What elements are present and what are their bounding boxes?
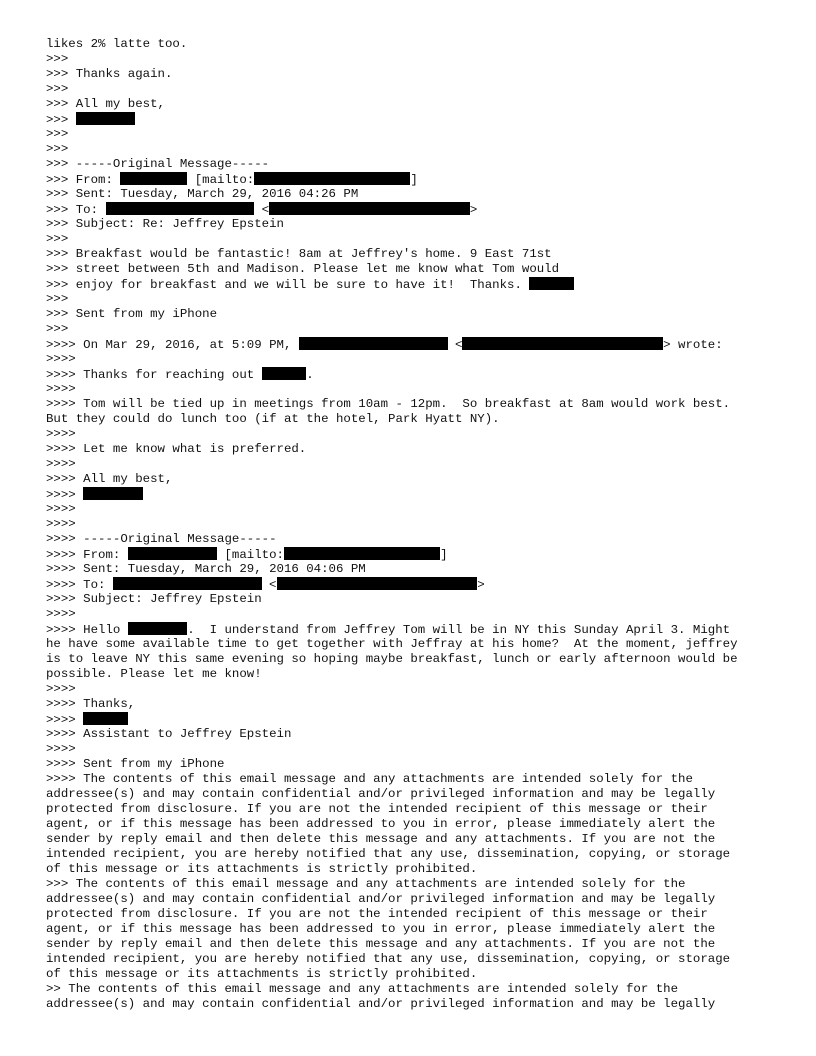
- text-segment: >>> Thanks again.: [46, 67, 173, 81]
- text-line: [46, 202, 786, 217]
- text-line: [46, 712, 786, 727]
- text-line: [46, 37, 786, 52]
- text-line: [46, 922, 786, 937]
- text-line: [46, 967, 786, 982]
- redaction-block: [277, 577, 478, 590]
- text-line: [46, 982, 786, 997]
- text-segment: ]: [440, 548, 448, 562]
- text-line: [46, 502, 786, 517]
- text-line: [46, 382, 786, 397]
- text-segment: >>> From:: [46, 173, 121, 187]
- text-segment: >>>: [46, 113, 76, 127]
- text-segment: . I understand from Jeffrey Tom will be in NY this Sunday April 3. Might: [187, 623, 731, 637]
- text-segment: <: [447, 338, 463, 352]
- redaction-block: [120, 172, 187, 185]
- text-segment: he have some available time to get together with Jeffray at his home? At the moment, jeffrey: [46, 637, 738, 651]
- text-line: [46, 442, 786, 457]
- text-line: [46, 157, 786, 172]
- text-line: [46, 532, 786, 547]
- text-line: [46, 682, 786, 697]
- text-segment: >: [477, 578, 485, 592]
- text-line: [46, 487, 786, 502]
- text-line: [46, 877, 786, 892]
- text-line: [46, 67, 786, 82]
- text-segment: >>>>: [46, 742, 76, 756]
- text-segment: >>> Breakfast would be fantastic! 8am at Jeffrey's home. 9 East 71st: [46, 247, 552, 261]
- text-segment: agent, or if this message has been addressed to you in error, please immediately alert the: [46, 922, 716, 936]
- text-line: [46, 457, 786, 472]
- text-line: [46, 52, 786, 67]
- text-line: [46, 352, 786, 367]
- text-segment: >>> street between 5th and Madison. Please let me know what Tom would: [46, 262, 560, 276]
- text-line: [46, 517, 786, 532]
- redaction-block: [106, 202, 255, 215]
- redaction-block: [529, 277, 574, 290]
- text-segment: of this message or its attachments is strictly prohibited.: [46, 967, 478, 981]
- text-line: [46, 847, 786, 862]
- text-line: [46, 637, 786, 652]
- text-segment: >>>> -----Original Message-----: [46, 532, 277, 546]
- text-segment: >>>> Subject: Jeffrey Epstein: [46, 592, 262, 606]
- redaction-block: [284, 547, 440, 560]
- redaction-block: [262, 367, 307, 380]
- text-line: [46, 367, 786, 382]
- text-segment: addressee(s) and may contain confidential and/or privileged information and may be legally: [46, 997, 716, 1011]
- redaction-block: [83, 712, 128, 725]
- text-segment: >>> Sent: Tuesday, March 29, 2016 04:26 PM: [46, 187, 359, 201]
- redaction-block: [254, 172, 410, 185]
- text-line: [46, 832, 786, 847]
- text-segment: >>>>: [46, 457, 76, 471]
- text-segment: <: [254, 203, 270, 217]
- text-line: [46, 397, 786, 412]
- text-line: [46, 952, 786, 967]
- text-line: [46, 307, 786, 322]
- text-segment: agent, or if this message has been addressed to you in error, please immediately alert the: [46, 817, 716, 831]
- text-line: [46, 127, 786, 142]
- text-line: [46, 802, 786, 817]
- text-segment: >>>: [46, 127, 69, 141]
- text-line: [46, 82, 786, 97]
- text-segment: >>>> The contents of this email message and any attachments are intended solely for the: [46, 772, 693, 786]
- text-line: [46, 337, 786, 352]
- text-segment: [mailto:: [187, 173, 255, 187]
- text-segment: sender by reply email and then delete this message and any attachments. If you are not the: [46, 937, 716, 951]
- text-line: [46, 742, 786, 757]
- text-segment: addressee(s) and may contain confidential and/or privileged information and may be legally: [46, 892, 716, 906]
- text-segment: >>>>: [46, 427, 76, 441]
- text-segment: of this message or its attachments is strictly prohibited.: [46, 862, 478, 876]
- text-line: [46, 937, 786, 952]
- text-segment: is to leave NY this same evening so hoping maybe breakfast, lunch or early afternoon would be: [46, 652, 738, 666]
- text-line: [46, 547, 786, 562]
- text-segment: addressee(s) and may contain confidential and/or privileged information and may be legally: [46, 787, 716, 801]
- text-segment: >>>> Hello: [46, 623, 128, 637]
- text-line: [46, 112, 786, 127]
- text-segment: >>> Subject: Re: Jeffrey Epstein: [46, 217, 284, 231]
- text-line: [46, 997, 786, 1012]
- text-line: [46, 622, 786, 637]
- text-line: [46, 262, 786, 277]
- text-segment: >>>> Let me know what is preferred.: [46, 442, 307, 456]
- text-segment: .: [306, 368, 314, 382]
- text-segment: protected from disclosure. If you are not the intended recipient of this message or their: [46, 802, 708, 816]
- text-line: [46, 472, 786, 487]
- text-segment: possible. Please let me know!: [46, 667, 262, 681]
- text-segment: >>>> Thanks for reaching out: [46, 368, 262, 382]
- text-line: [46, 142, 786, 157]
- text-line: [46, 862, 786, 877]
- text-line: [46, 667, 786, 682]
- redaction-block: [128, 547, 217, 560]
- text-segment: >>>: [46, 142, 69, 156]
- redaction-block: [113, 577, 262, 590]
- text-segment: >>>>: [46, 502, 76, 516]
- text-segment: intended recipient, you are hereby notified that any use, dissemination, copying, or storage: [46, 847, 731, 861]
- text-segment: >>>: [46, 52, 69, 66]
- text-line: [46, 817, 786, 832]
- text-segment: >>> The contents of this email message and any attachments are intended solely for the: [46, 877, 686, 891]
- redaction-block: [462, 337, 663, 350]
- text-segment: >>>: [46, 232, 69, 246]
- text-segment: > wrote:: [663, 338, 723, 352]
- redaction-block: [128, 622, 187, 635]
- text-line: [46, 577, 786, 592]
- redaction-block: [269, 202, 470, 215]
- text-line: [46, 412, 786, 427]
- text-segment: <: [261, 578, 277, 592]
- text-segment: protected from disclosure. If you are not the intended recipient of this message or their: [46, 907, 708, 921]
- text-segment: >>>> Sent from my iPhone: [46, 757, 225, 771]
- text-segment: >>>> Sent: Tuesday, March 29, 2016 04:06 PM: [46, 562, 366, 576]
- text-line: [46, 697, 786, 712]
- text-segment: >>>>: [46, 517, 76, 531]
- text-segment: >>>>: [46, 488, 84, 502]
- text-segment: >>>>: [46, 382, 76, 396]
- text-segment: intended recipient, you are hereby notified that any use, dissemination, copying, or storage: [46, 952, 731, 966]
- text-segment: >>>: [46, 82, 69, 96]
- text-line: [46, 892, 786, 907]
- text-line: [46, 652, 786, 667]
- text-line: [46, 172, 786, 187]
- text-segment: >>>> To:: [46, 578, 113, 592]
- text-line: [46, 427, 786, 442]
- text-segment: >: [469, 203, 478, 217]
- text-segment: likes 2% latte too.: [46, 37, 188, 51]
- text-line: [46, 562, 786, 577]
- text-line: [46, 277, 786, 292]
- text-line: [46, 322, 786, 337]
- text-segment: >>> Sent from my iPhone: [46, 307, 218, 321]
- text-line: [46, 232, 786, 247]
- text-segment: >>>>: [46, 607, 76, 621]
- text-segment: >> The contents of this email message and any attachments are intended solely for the: [46, 982, 679, 996]
- text-segment: >>>: [46, 322, 69, 336]
- text-line: [46, 592, 786, 607]
- text-line: [46, 772, 786, 787]
- text-segment: >>>>: [46, 682, 76, 696]
- text-segment: >>>>: [46, 352, 76, 366]
- text-line: [46, 907, 786, 922]
- text-line: [46, 607, 786, 622]
- text-segment: >>>> Tom will be tied up in meetings from 10am - 12pm. So breakfast at 8am would work best.: [46, 397, 731, 411]
- text-line: [46, 787, 786, 802]
- redaction-block: [299, 337, 448, 350]
- redaction-block: [76, 112, 135, 125]
- redaction-block: [83, 487, 142, 500]
- text-segment: sender by reply email and then delete this message and any attachments. If you are not the: [46, 832, 716, 846]
- text-segment: [mailto:: [217, 548, 284, 562]
- text-line: [46, 727, 786, 742]
- text-line: [46, 247, 786, 262]
- text-segment: >>> All my best,: [46, 97, 165, 111]
- text-segment: >>> enjoy for breakfast and we will be sure to have it! Thanks.: [46, 278, 530, 292]
- text-segment: >>>> Thanks,: [46, 697, 136, 711]
- text-segment: >>> -----Original Message-----: [46, 157, 270, 171]
- text-line: [46, 757, 786, 772]
- text-segment: >>>: [46, 292, 69, 306]
- text-segment: >>>> On Mar 29, 2016, at 5:09 PM,: [46, 338, 299, 352]
- text-segment: >>>>: [46, 713, 84, 727]
- text-line: [46, 97, 786, 112]
- text-segment: >>> To:: [46, 203, 106, 217]
- text-segment: >>>> Assistant to Jeffrey Epstein: [46, 727, 292, 741]
- email-document: [46, 37, 786, 1012]
- text-line: [46, 217, 786, 232]
- text-segment: ]: [410, 173, 418, 187]
- text-segment: But they could do lunch too (if at the hotel, Park Hyatt NY).: [46, 412, 500, 426]
- text-segment: >>>> All my best,: [46, 472, 173, 486]
- text-segment: >>>> From:: [46, 548, 128, 562]
- text-line: [46, 292, 786, 307]
- text-line: [46, 187, 786, 202]
